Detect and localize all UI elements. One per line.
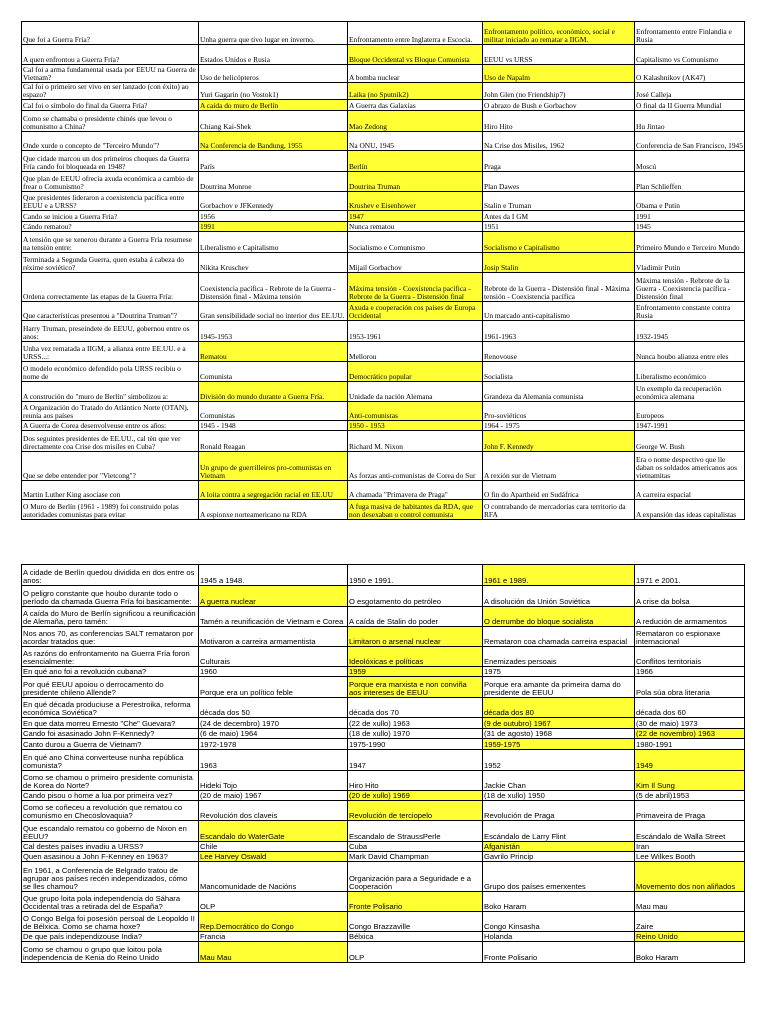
answer-option-cell: Liberalismo e Capitalismo <box>199 232 348 253</box>
answer-option-cell: Un exemplo da recuperación económica alemana <box>635 382 745 402</box>
question-cell: O modelo económico defendido pola URSS recibiu o nome de <box>22 362 199 382</box>
table-row <box>22 100 745 111</box>
answer-option-cell: Gorbachov e JFKennedy <box>199 192 348 211</box>
answer-option-cell: Boko Haram <box>635 942 745 963</box>
answer-option-cell: Hiro Hito <box>348 771 483 791</box>
table-row <box>22 500 745 520</box>
answer-option-cell: Mau mau <box>635 892 745 912</box>
answer-option-cell: 1961 e 1989. <box>483 565 635 586</box>
answer-option-cell: O esgotamento do petróleo <box>348 586 483 607</box>
table-row <box>22 302 745 321</box>
answer-option-cell: 1947-1991 <box>635 421 745 431</box>
answer-option-cell: Unha guerra que tivo lugar en inverno. <box>199 22 348 45</box>
question-cell: A quen enfrontou a Guerra Fría? <box>22 45 199 65</box>
answer-option-cell: Fronte Polisario <box>348 892 483 912</box>
table-row <box>22 222 745 232</box>
table-row <box>22 801 745 821</box>
table-row <box>22 321 745 342</box>
answer-option-cell: Josip Stalin <box>483 253 635 273</box>
answer-option-cell: A bomba nuclear <box>348 65 483 83</box>
answer-option-cell: Hiro Hito <box>483 111 635 132</box>
table-row <box>22 718 745 729</box>
answer-option-cell: Mark David Champman <box>348 852 483 862</box>
answer-option-cell: Limitaron o arsenal nuclear <box>348 627 483 647</box>
question-cell: Que cidade marcou un dos primeiros choques da Guerra Fría cando foi bloqueada en 1948? <box>22 151 199 172</box>
answer-option-cell: Gavrilo Princip <box>483 852 635 862</box>
answer-option-cell: 1950 - 1953 <box>348 421 483 431</box>
table-row <box>22 912 745 932</box>
answer-option-cell: A disolución da Unión Soviética <box>483 586 635 607</box>
answer-option-cell: Enemizades persoais <box>483 647 635 667</box>
answer-option-cell: (31 de agosto) 1968 <box>483 729 635 739</box>
answer-option-cell: Conflitos territoriais <box>635 647 745 667</box>
answer-option-cell: Socialismo e Capitalismo <box>483 232 635 253</box>
answer-option-cell: Comunistas <box>199 402 348 421</box>
table-row <box>22 565 745 586</box>
answer-option-cell: Antes da I GM <box>483 211 635 222</box>
table-row <box>22 821 745 842</box>
answer-option-cell: 1952 <box>483 750 635 771</box>
answer-option-cell: 1951 <box>483 222 635 232</box>
answer-option-cell: Na Conferencia de Bandung, 1955 <box>199 132 348 151</box>
table-row <box>22 586 745 607</box>
question-cell: Cando se iniciou a Guerra Fría? <box>22 211 199 222</box>
answer-option-cell: Mau Mau <box>199 942 348 963</box>
question-cell: Que se debe entender por "Vietcong"? <box>22 452 199 481</box>
question-cell: Ordena correctamente las etapas de la Guerra Fría: <box>22 273 199 302</box>
answer-option-cell: A caída de Stalin do poder <box>348 607 483 627</box>
answer-option-cell: Escándalo de Walla Street <box>635 821 745 842</box>
question-cell: Onde xurde o concepto de "Terceiro Mundo"? <box>22 132 199 151</box>
answer-option-cell: década dos 80 <box>483 698 635 718</box>
answer-option-cell: Doutrina Monroe <box>199 172 348 192</box>
answer-option-cell: Plan Dawes <box>483 172 635 192</box>
answer-option-cell: Rebrote de la Guerra - Distensión final - Máxima tensión - Coexistencia pacífica <box>483 273 635 302</box>
answer-option-cell: Reino Unido <box>635 932 745 942</box>
question-cell: O Congo Belga foi posesión persoal de Leopoldo II de Bélxica. Como se chama hoxe? <box>22 912 199 932</box>
answer-option-cell: Chile <box>199 842 348 852</box>
answer-option-cell: Mijail Gorbachov <box>348 253 483 273</box>
answer-option-cell: Remataron co espionaxe internacional <box>635 627 745 647</box>
answer-option-cell: División do mundo durante a Guerra Fría. <box>199 382 348 402</box>
answer-option-cell: Enfrontamento entre Inglaterra e Escocia. <box>348 22 483 45</box>
answer-option-cell: 1966 <box>635 667 745 677</box>
question-cell: Harry Truman, preseindete de EEUU, gobernou entre os anos: <box>22 321 199 342</box>
answer-option-cell: Doutrina Truman <box>348 172 483 192</box>
answer-option-cell: Gran sensibilidade social no interior dos EE.UU. <box>199 302 348 321</box>
answer-option-cell: A guerra nuclear <box>199 586 348 607</box>
table-row <box>22 698 745 718</box>
answer-option-cell: Liberalismo económico <box>635 362 745 382</box>
answer-option-cell: Enfrontamento político, económico, social e militar iniciado ao rematar a IIGM. <box>483 22 635 45</box>
answer-option-cell: 1956 <box>199 211 348 222</box>
answer-option-cell: 1964 - 1975 <box>483 421 635 431</box>
answer-option-cell: Primaveira de Praga <box>635 801 745 821</box>
answer-option-cell: Hideki Tojo <box>199 771 348 791</box>
answer-option-cell: 1947 <box>348 750 483 771</box>
quiz-table-2-body <box>22 565 745 963</box>
answer-option-cell: Yuri Gagarin (no Vostok1) <box>199 83 348 100</box>
answer-option-cell: Grandeza da Alemania comunista <box>483 382 635 402</box>
answer-option-cell: A Guerra das Galaxias <box>348 100 483 111</box>
answer-option-cell: Remataron coa chamada carreira espacial <box>483 627 635 647</box>
answer-option-cell: Zaire <box>635 912 745 932</box>
answer-option-cell: Na Crise dos Misiles, 1962 <box>483 132 635 151</box>
table-row <box>22 232 745 253</box>
answer-option-cell: Rematou <box>199 342 348 362</box>
quiz-table-1-body <box>22 22 745 520</box>
table-row <box>22 791 745 801</box>
question-cell: Que características presentou a "Doutrina Truman"? <box>22 302 199 321</box>
answer-option-cell: O contrabando de mercadorías cara territorio da RFA <box>483 500 635 520</box>
question-cell: Como se coñeceu a revolución que rematou co comunismo en Checoslovaquia? <box>22 801 199 821</box>
table-row <box>22 750 745 771</box>
question-cell: Martin Luther King asociase con <box>22 481 199 500</box>
question-cell: Que escandalo rematou co goberno de Nixon en EEUU? <box>22 821 199 842</box>
quiz-table-2 <box>21 564 745 963</box>
question-cell: Que grupo loita pola independencia do Sáhara Occidental tras a retirada del de España? <box>22 892 199 912</box>
table-row <box>22 607 745 627</box>
table-row <box>22 647 745 667</box>
table-row <box>22 677 745 698</box>
answer-option-cell: Socialista <box>483 362 635 382</box>
table-row <box>22 132 745 151</box>
question-cell: Cal foi a arma fundamental usada por EEUU na Guerra de Vietnam? <box>22 65 199 83</box>
table-row <box>22 362 745 382</box>
answer-option-cell: Movemento dos non aliñados <box>635 862 745 892</box>
answer-option-cell: Escandalo de StraussPerle <box>348 821 483 842</box>
answer-option-cell: Revolución de terciopelo <box>348 801 483 821</box>
answer-option-cell: 1975-1990 <box>348 739 483 750</box>
question-cell: Cándo rematou? <box>22 222 199 232</box>
table-row <box>22 421 745 431</box>
table-row <box>22 22 745 45</box>
answer-option-cell: Tamén a reunificación de Vietnam e Corea <box>199 607 348 627</box>
answer-option-cell: Mellorou <box>348 342 483 362</box>
table-row <box>22 382 745 402</box>
answer-option-cell: (5 de abril)1953 <box>635 791 745 801</box>
answer-option-cell: A chamada "Primavera de Praga" <box>348 481 483 500</box>
answer-option-cell: A expansión das ideas capitalistas <box>635 500 745 520</box>
answer-option-cell: 1961-1963 <box>483 321 635 342</box>
answer-option-cell: (18 de xullo) 1970 <box>348 729 483 739</box>
question-cell: Como se chamaba o presidente chinés que levou o comunismo a China? <box>22 111 199 132</box>
answer-option-cell: Anti-comunistas <box>348 402 483 421</box>
answer-option-cell: Organización para a Seguridade e a Cooperación <box>348 862 483 892</box>
answer-option-cell: Máxima tensión - Coexistencia pacífica - Rebrote de la Guerra - Distensión final <box>348 273 483 302</box>
answer-option-cell: Máxima tensión - Rebrote de la Guerra - Coexistencia pacífica - Distensión final <box>635 273 745 302</box>
table-row <box>22 892 745 912</box>
answer-option-cell: Porque era marxista e non conviña aos intereses de EEUU <box>348 677 483 698</box>
question-cell: De que país independizouse India? <box>22 932 199 942</box>
question-cell: Dos seguintes presidentes de EE.UU., cal tèn que ver directamente coa Crise dos misiles en Cuba? <box>22 431 199 452</box>
answer-option-cell: 1959-1975 <box>483 739 635 750</box>
answer-option-cell: A rexión sur de Vietnam <box>483 452 635 481</box>
answer-option-cell: 1971 e 2001. <box>635 565 745 586</box>
answer-option-cell: Vladimir Putin <box>635 253 745 273</box>
table-row <box>22 852 745 862</box>
answer-option-cell: década dos 70 <box>348 698 483 718</box>
question-cell: Canto durou a Guerra de Vietnam? <box>22 739 199 750</box>
answer-option-cell: Obama e Putin <box>635 192 745 211</box>
answer-option-cell: Democrático popular <box>348 362 483 382</box>
answer-option-cell: Uso de helicópteros <box>199 65 348 83</box>
table-row <box>22 667 745 677</box>
answer-option-cell: Lee Wilkes Booth <box>635 852 745 862</box>
answer-option-cell: Cuba <box>348 842 483 852</box>
question-cell: Quen asasinou a John F-Kenney en 1963? <box>22 852 199 862</box>
answer-option-cell: Boko Haram <box>483 892 635 912</box>
quiz-table-1 <box>21 21 745 520</box>
answer-option-cell: 1945 - 1948 <box>199 421 348 431</box>
answer-option-cell: OLP <box>348 942 483 963</box>
answer-option-cell: Iran <box>635 842 745 852</box>
question-cell: A tensión que se xenerou durante a Guerra Fría resumese na tensión entre: <box>22 232 199 253</box>
answer-option-cell: José Calleja <box>635 83 745 100</box>
question-cell: A caída do Muro de Berlín significou a reunificación de Alemaña, pero tamén: <box>22 607 199 627</box>
question-cell: En qué ano China converteuse nunha república comunista? <box>22 750 199 771</box>
question-cell: A Guerra de Corea desenvolveuse entre os años: <box>22 421 199 431</box>
answer-option-cell: 1945-1953 <box>199 321 348 342</box>
answer-option-cell: Krushev e Eisenhower <box>348 192 483 211</box>
answer-option-cell: Era o nome despectivo que lle daban os soldados americanos aos vietnamitas <box>635 452 745 481</box>
question-cell: Cando pisou o home a lua por primeira vez? <box>22 791 199 801</box>
table-row <box>22 739 745 750</box>
answer-option-cell: Renovouse <box>483 342 635 362</box>
answer-option-cell: Revolución de Praga <box>483 801 635 821</box>
answer-option-cell: Moscú <box>635 151 745 172</box>
answer-option-cell: Conferencia de San Francisco, 1945 <box>635 132 745 151</box>
answer-option-cell: (6 de maio) 1964 <box>199 729 348 739</box>
answer-option-cell: A redución de armamentos <box>635 607 745 627</box>
table-row <box>22 481 745 500</box>
answer-option-cell: Mancomunidade de Nacións <box>199 862 348 892</box>
answer-option-cell: Bloque Occidental vs Bloque Comunista <box>348 45 483 65</box>
table-row <box>22 771 745 791</box>
table-row <box>22 45 745 65</box>
answer-option-cell: París <box>199 151 348 172</box>
table-row <box>22 151 745 172</box>
table-row <box>22 452 745 481</box>
answer-option-cell: Ronald Reagan <box>199 431 348 452</box>
answer-option-cell: Nunca houbo alianza entre eles <box>635 342 745 362</box>
question-cell: En que data morreu Ernesto "Che" Guevara? <box>22 718 199 729</box>
answer-option-cell: 1953-1961 <box>348 321 483 342</box>
table-row <box>22 932 745 942</box>
answer-option-cell: George W. Bush <box>635 431 745 452</box>
answer-option-cell: Plan Schlieffen <box>635 172 745 192</box>
answer-option-cell: A fuga masiva de habitantes da RDA, que non desexaban o control comunista <box>348 500 483 520</box>
answer-option-cell: Rep.Democrático do Congo <box>199 912 348 932</box>
answer-option-cell: Praga <box>483 151 635 172</box>
answer-option-cell: (22 de xullo) 1963 <box>348 718 483 729</box>
table-row <box>22 192 745 211</box>
answer-option-cell: 1991 <box>199 222 348 232</box>
answer-option-cell: 1960 <box>199 667 348 677</box>
table-row <box>22 862 745 892</box>
answer-option-cell: década dos 50 <box>199 698 348 718</box>
answer-option-cell: Jackie Chan <box>483 771 635 791</box>
answer-option-cell: O abrazo de Bush e Gorbachov <box>483 100 635 111</box>
answer-option-cell: Escándalo de Larry Flint <box>483 821 635 842</box>
answer-option-cell: Escandalo do WaterGate <box>199 821 348 842</box>
answer-option-cell: Enfrontamento entre Finlandia e Rusia <box>635 22 745 45</box>
question-cell: Cando foi asasinado John F-Kennedy? <box>22 729 199 739</box>
answer-option-cell: 1932-1945 <box>635 321 745 342</box>
answer-option-cell: Fronte Polisario <box>483 942 635 963</box>
answer-option-cell: Porque era amante da primeira dama do presidente de EEUU <box>483 677 635 698</box>
table-row <box>22 627 745 647</box>
answer-option-cell: Nunca rematou <box>348 222 483 232</box>
answer-option-cell: Estados Unidos e Rusia <box>199 45 348 65</box>
answer-option-cell: As forzas anti-comunistas de Corea do Sur <box>348 452 483 481</box>
question-cell: O peligro constante que houbo durante todo o período da chamada Guerra Fría foi basicamente: <box>22 586 199 607</box>
question-cell: Unha vez rematada a IIGM, a alianza entre EE.UU. e a URSS...: <box>22 342 199 362</box>
table-row <box>22 83 745 100</box>
answer-option-cell: Holanda <box>483 932 635 942</box>
answer-option-cell: Na ONU, 1945 <box>348 132 483 151</box>
question-cell: As razóns do enfrontamento na Guerra Fría foron esencialmente: <box>22 647 199 667</box>
table-row <box>22 111 745 132</box>
table-row <box>22 172 745 192</box>
answer-option-cell: Richard M. Nixon <box>348 431 483 452</box>
answer-option-cell: Chiang Kai-Shek <box>199 111 348 132</box>
question-cell: Nos anos 70, as conferencias SALT remataron por acordar tratados que: <box>22 627 199 647</box>
table-row <box>22 342 745 362</box>
question-cell: A construción do "muro de Berlín" simbolizou a: <box>22 382 199 402</box>
answer-option-cell: Coexistencia pacífica - Rebrote de la Guerra - Distensión final - Máxima tensión <box>199 273 348 302</box>
question-cell: Cal destes países invadiu a URSS? <box>22 842 199 852</box>
answer-option-cell: (22 de novembro) 1963 <box>635 729 745 739</box>
answer-option-cell: 1991 <box>635 211 745 222</box>
question-cell: O Muro de Berlín (1961 - 1989) foi construido polas autoridades comunistas para evitar <box>22 500 199 520</box>
answer-option-cell: Comunista <box>199 362 348 382</box>
answer-option-cell: Nikita Kruschev <box>199 253 348 273</box>
answer-option-cell: Pola súa obra literaria <box>635 677 745 698</box>
question-cell: A cidade de Berlín quedou dividida en dos entre os anos: <box>22 565 199 586</box>
answer-option-cell: Culturais <box>199 647 348 667</box>
answer-option-cell: Uso de Napalm <box>483 65 635 83</box>
question-cell: En qué década produciuse a Perestroika, reforma económica Soviética? <box>22 698 199 718</box>
answer-option-cell: Stalin e Truman <box>483 192 635 211</box>
answer-option-cell: (9 de outubro) 1967 <box>483 718 635 729</box>
table-row <box>22 253 745 273</box>
question-cell: Como se chamou o primeiro presidente comunista de Korea do Norte? <box>22 771 199 791</box>
answer-option-cell: 1950 e 1991. <box>348 565 483 586</box>
answer-option-cell: Primeiro Mundo e Terceiro Mundo <box>635 232 745 253</box>
answer-option-cell: Unidade da nación Alemana <box>348 382 483 402</box>
question-cell: Que foi a Guerra Fría? <box>22 22 199 45</box>
table-row <box>22 729 745 739</box>
answer-option-cell: 1949 <box>635 750 745 771</box>
answer-option-cell: John Glen (no Friendship7) <box>483 83 635 100</box>
question-cell: En qué ano foi a revolución cubana? <box>22 667 199 677</box>
table-row <box>22 842 745 852</box>
answer-option-cell: Porque era un político feble <box>199 677 348 698</box>
question-cell: Que presidentes lideraron a coexistencia pacífica entre EEUU e a URSS? <box>22 192 199 211</box>
question-cell: Por qué EEUU apoiou o derrocamento do presidente chileno Allende? <box>22 677 199 698</box>
answer-option-cell: Kim Il Sung <box>635 771 745 791</box>
question-cell: Cal foi o símbolo do final da Guerra Fría? <box>22 100 199 111</box>
question-cell: En 1961, a Conferencia de Belgrado tratou de agrupar aos países recén independizados, cómo se lles chamou? <box>22 862 199 892</box>
table-row <box>22 65 745 83</box>
answer-option-cell: 1947 <box>348 211 483 222</box>
answer-option-cell: Enfrontamento constante contra Rusia <box>635 302 745 321</box>
answer-option-cell: Motivaron a carreira armamentista <box>199 627 348 647</box>
question-cell: Como se chamou o grupo que loitou pola independencia de Kenia do Reino Unido <box>22 942 199 963</box>
answer-option-cell: Grupo dos países emerxentes <box>483 862 635 892</box>
answer-option-cell: (18 de xullo) 1950 <box>483 791 635 801</box>
answer-option-cell: Congo Brazzaville <box>348 912 483 932</box>
answer-option-cell: 1972-1978 <box>199 739 348 750</box>
answer-option-cell: A crise da bolsa <box>635 586 745 607</box>
answer-option-cell: A caída do muro de Berlín <box>199 100 348 111</box>
answer-option-cell: 1945 a 1948. <box>199 565 348 586</box>
answer-option-cell: Francia <box>199 932 348 942</box>
answer-option-cell: Congo Kinsasha <box>483 912 635 932</box>
answer-option-cell: (24 de decembro) 1970 <box>199 718 348 729</box>
answer-option-cell: O derrumbe do bloque socialista <box>483 607 635 627</box>
answer-option-cell: O final da II Guerra Mundial <box>635 100 745 111</box>
question-cell: Cal foi o primeiro ser vivo en ser lanzado (con éxito) ao espazo? <box>22 83 199 100</box>
answer-option-cell: Europeos <box>635 402 745 421</box>
table-row <box>22 431 745 452</box>
answer-option-cell: Capitalismo vs Comunismo <box>635 45 745 65</box>
answer-option-cell: OLP <box>199 892 348 912</box>
answer-option-cell: 1963 <box>199 750 348 771</box>
table-row <box>22 211 745 222</box>
answer-option-cell: John F. Kennedy <box>483 431 635 452</box>
answer-option-cell: Un marcado anti-capitalismo <box>483 302 635 321</box>
answer-option-cell: 1945 <box>635 222 745 232</box>
answer-option-cell: O Kalashnikov (AK47) <box>635 65 745 83</box>
answer-option-cell: EEUU vs URSS <box>483 45 635 65</box>
answer-option-cell: O fin do Apartheid en Sudáfrica <box>483 481 635 500</box>
table-row <box>22 942 745 963</box>
answer-option-cell: Berlín <box>348 151 483 172</box>
answer-option-cell: Revolución dos claveis <box>199 801 348 821</box>
answer-option-cell: Un grupo de guerrilleiros pro-comunistas en Vietnam <box>199 452 348 481</box>
answer-option-cell: A espionxe norteamericano na RDA <box>199 500 348 520</box>
question-cell: Terminada a Segunda Guerra, quen estaba á cabeza do réxime soviético? <box>22 253 199 273</box>
answer-option-cell: 1959 <box>348 667 483 677</box>
answer-option-cell: Socialismo e Comunismo <box>348 232 483 253</box>
answer-option-cell: A carreira espacial <box>635 481 745 500</box>
table-row <box>22 402 745 421</box>
table-row <box>22 273 745 302</box>
answer-option-cell: (20 de xullo) 1969 <box>348 791 483 801</box>
answer-option-cell: 1980-1991 <box>635 739 745 750</box>
answer-option-cell: década dos 60 <box>635 698 745 718</box>
answer-option-cell: Hu Jintao <box>635 111 745 132</box>
answer-option-cell: (20 de maio) 1967 <box>199 791 348 801</box>
answer-option-cell: Mao Zedong <box>348 111 483 132</box>
answer-option-cell: 1975 <box>483 667 635 677</box>
answer-option-cell: Laika (no Sputnik2) <box>348 83 483 100</box>
question-cell: A Organización do Tratado do Atlántico Norte (OTAN), reunía aos países <box>22 402 199 421</box>
answer-option-cell: Axuda e cooperación cos países de Europa Occidental <box>348 302 483 321</box>
question-cell: Que plan de EEUU ofrecía axuda económica a cambio de frear o Comunismo? <box>22 172 199 192</box>
answer-option-cell: A loita contra a segregación racial en EE.UU <box>199 481 348 500</box>
answer-option-cell: (30 de maio) 1973 <box>635 718 745 729</box>
answer-option-cell: Bélxica <box>348 932 483 942</box>
answer-option-cell: Lee Harvey Oswald <box>199 852 348 862</box>
answer-option-cell: Pro-soviéticos <box>483 402 635 421</box>
answer-option-cell: Afganistán <box>483 842 635 852</box>
answer-option-cell: Ideolóxicas e políticas <box>348 647 483 667</box>
